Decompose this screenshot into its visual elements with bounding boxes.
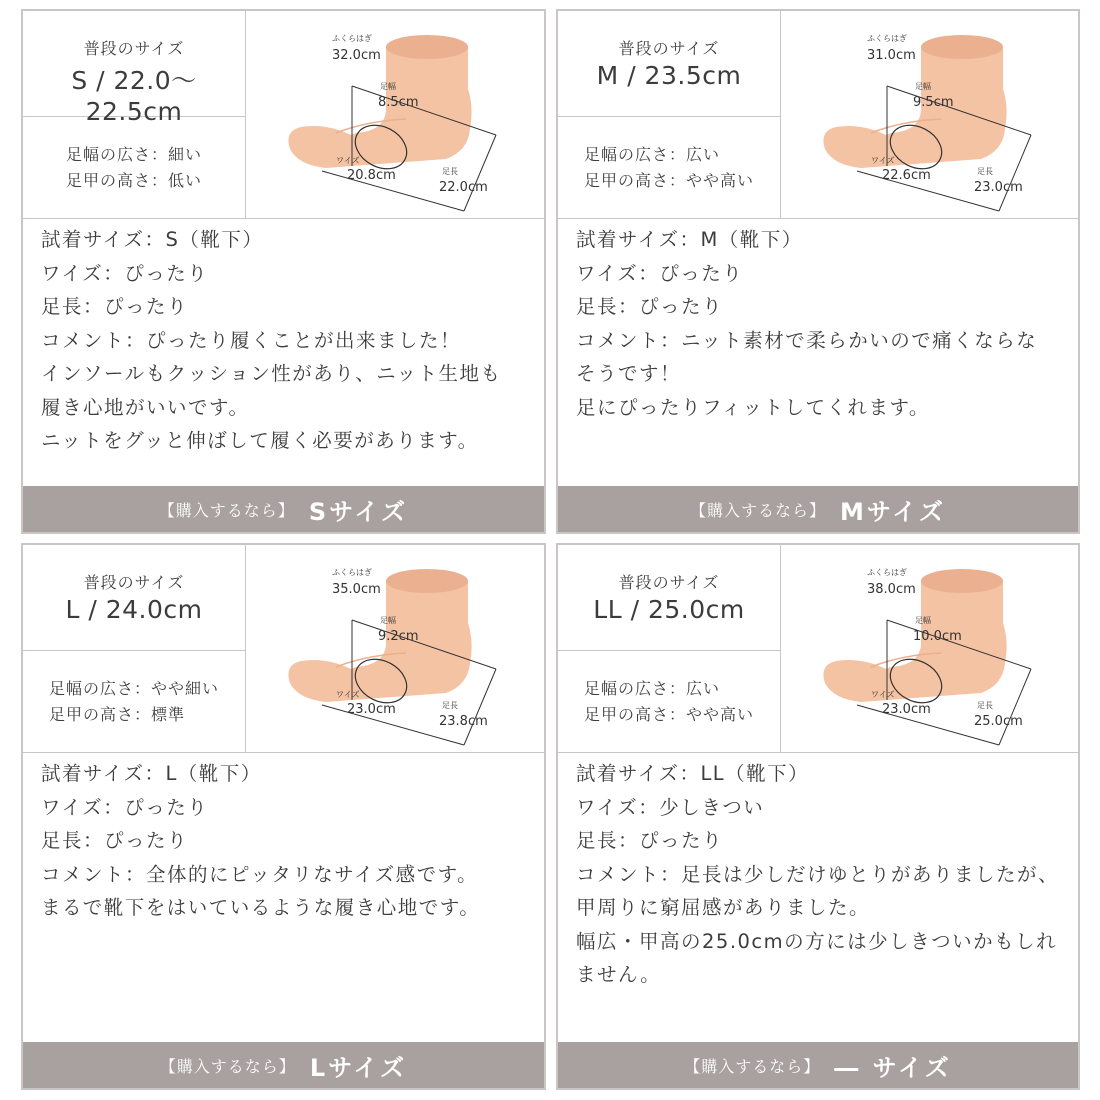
foot-illustration <box>781 545 1081 752</box>
width-label: ワイズ <box>336 690 360 699</box>
width-label: ワイズ <box>871 690 895 699</box>
usual-size-value: S / 22.0〜22.5cm <box>71 66 197 126</box>
foot-shape-cell <box>23 117 246 218</box>
foot-diagram <box>781 545 1078 752</box>
foot-shape-cell <box>23 651 246 752</box>
usual-size-value: M / 23.5cm <box>596 61 742 90</box>
length-value: 23.8cm <box>439 714 488 729</box>
size-card-l <box>21 543 546 1090</box>
width-value: 23.0cm <box>347 702 396 717</box>
review-line: 試着サイズ：S（靴下） <box>41 228 264 251</box>
foot-width-text: 足幅の広さ：細い <box>65 144 202 164</box>
usual-size-value: L / 24.0cm <box>65 595 203 624</box>
heel-measure-line <box>464 669 496 745</box>
recommended-size: Lサイズ <box>309 1053 408 1082</box>
foot-width-text: 足幅の広さ：広い <box>583 678 720 698</box>
instep-height-text: 足甲の高さ：低い <box>65 170 202 190</box>
width-label: ワイズ <box>336 156 360 165</box>
review-line: コメント：ニット素材で柔らかいので痛くならな <box>576 328 1038 352</box>
review-line: 試着サイズ：M（靴下） <box>576 228 803 251</box>
review-text <box>41 757 534 925</box>
calf-value: 31.0cm <box>867 48 916 63</box>
recommendation-label: 【購入するなら】 <box>690 500 827 520</box>
foot-illustration <box>246 11 546 218</box>
review-line: コメント：ぴったり履くことが出来ました！ <box>41 328 462 352</box>
calf-label: ふくらはぎ <box>332 568 372 577</box>
instep-height-text: 足甲の高さ：やや高い <box>583 704 754 724</box>
ball-value: 9.2cm <box>378 629 419 644</box>
length-label: 足長 <box>442 701 458 710</box>
recommended-size: Sサイズ <box>308 497 409 526</box>
size-card-s <box>21 9 546 534</box>
foot-illustration <box>246 545 546 752</box>
review-line: コメント：足長は少しだけゆとりがありましたが、 <box>576 862 1060 886</box>
review-line: 足長：ぴったり <box>41 829 189 852</box>
usual-size-label: 普段のサイズ <box>83 39 185 58</box>
foot-illustration <box>781 11 1081 218</box>
review-line: ワイズ：ぴったり <box>41 795 209 819</box>
review-line: ニットをグッと伸ばして履く必要があります。 <box>41 429 479 452</box>
usual-size-label: 普段のサイズ <box>618 39 720 58</box>
card-header <box>23 545 544 753</box>
size-card-m <box>556 9 1080 534</box>
recommendation-bar <box>558 1042 1078 1088</box>
length-label: 足長 <box>977 701 993 710</box>
usual-size-value: LL / 25.0cm <box>593 595 745 624</box>
length-value: 23.0cm <box>974 180 1023 195</box>
calf-value: 35.0cm <box>332 582 381 597</box>
ball-label: 足幅 <box>915 616 931 625</box>
length-value: 25.0cm <box>974 714 1023 729</box>
foot-shape-cell <box>558 117 781 218</box>
heel-measure-line <box>999 135 1031 211</box>
review-line: ワイズ：ぴったり <box>41 261 209 285</box>
recommended-size: Mサイズ <box>840 497 946 526</box>
review-line: 履き心地がいいです。 <box>41 395 250 419</box>
review-line: 足長：ぴったり <box>41 295 189 318</box>
review-line: 足長：ぴったり <box>576 829 724 852</box>
review-line: 足にぴったりフィットしてくれます。 <box>576 395 930 419</box>
recommended-size: ― サイズ <box>834 1053 952 1082</box>
card-header <box>558 11 1078 219</box>
card-header <box>558 545 1078 753</box>
calf-label: ふくらはぎ <box>332 34 372 43</box>
calf-top <box>386 569 468 593</box>
heel-measure-line <box>464 135 496 211</box>
ball-value: 10.0cm <box>913 629 962 644</box>
foot-diagram <box>246 545 544 752</box>
review-line: インソールもクッション性があり、ニット生地も <box>41 362 502 385</box>
heel-measure-line <box>999 669 1031 745</box>
recommendation-bar <box>23 486 544 532</box>
review-text <box>41 223 534 458</box>
review-line: 試着サイズ：L（靴下） <box>41 762 262 785</box>
size-card-ll <box>556 543 1080 1090</box>
review-line: 試着サイズ：LL（靴下） <box>576 762 810 785</box>
length-label: 足長 <box>977 167 993 176</box>
review-line: ワイズ：少しきつい <box>576 795 765 819</box>
recommendation-bar <box>23 1042 544 1088</box>
length-value: 22.0cm <box>439 180 488 195</box>
width-value: 20.8cm <box>347 168 396 183</box>
review-line: 幅広・甲高の25.0cmの方には少しきついかもしれ <box>576 929 1058 953</box>
review-line: まるで靴下をはいているような履き心地です。 <box>41 896 481 919</box>
calf-top <box>921 35 1003 59</box>
calf-label: ふくらはぎ <box>867 34 907 43</box>
usual-size-cell <box>558 11 781 117</box>
usual-size-label: 普段のサイズ <box>618 573 720 592</box>
usual-size-cell <box>23 11 246 126</box>
recommendation-label: 【購入するなら】 <box>158 500 295 520</box>
calf-value: 32.0cm <box>332 48 381 63</box>
calf-value: 38.0cm <box>867 582 916 597</box>
foot-diagram <box>781 11 1078 218</box>
calf-label: ふくらはぎ <box>867 568 907 577</box>
foot-diagram <box>246 11 544 218</box>
review-line: そうです！ <box>576 362 682 385</box>
review-line: コメント：全体的にピッタリなサイズ感です。 <box>41 862 479 886</box>
ball-label: 足幅 <box>380 616 396 625</box>
foot-width-text: 足幅の広さ：やや細い <box>48 678 219 698</box>
ball-value: 8.5cm <box>378 95 419 110</box>
review-line: 足長：ぴったり <box>576 295 724 318</box>
review-text <box>576 223 1068 424</box>
review-text <box>576 757 1068 992</box>
ball-label: 足幅 <box>380 82 396 91</box>
foot-shape-cell <box>558 651 781 752</box>
calf-top <box>386 35 468 59</box>
usual-size-label: 普段のサイズ <box>83 573 185 592</box>
review-line: 甲周りに窮屈感がありました。 <box>576 896 871 919</box>
usual-size-cell <box>23 545 246 651</box>
recommendation-label: 【購入するなら】 <box>159 1056 296 1076</box>
card-header <box>23 11 544 219</box>
width-label: ワイズ <box>871 156 895 165</box>
width-value: 22.6cm <box>882 168 931 183</box>
calf-top <box>921 569 1003 593</box>
recommendation-label: 【購入するなら】 <box>684 1056 821 1076</box>
length-label: 足長 <box>442 167 458 176</box>
review-line: ません。 <box>576 963 662 986</box>
instep-height-text: 足甲の高さ：標準 <box>48 704 185 724</box>
instep-height-text: 足甲の高さ：やや高い <box>583 170 754 190</box>
width-value: 23.0cm <box>882 702 931 717</box>
foot-width-text: 足幅の広さ：広い <box>583 144 720 164</box>
review-line: ワイズ：ぴったり <box>576 261 744 285</box>
usual-size-cell <box>558 545 781 651</box>
ball-label: 足幅 <box>915 82 931 91</box>
recommendation-bar <box>558 486 1078 532</box>
ball-value: 9.5cm <box>913 95 954 110</box>
